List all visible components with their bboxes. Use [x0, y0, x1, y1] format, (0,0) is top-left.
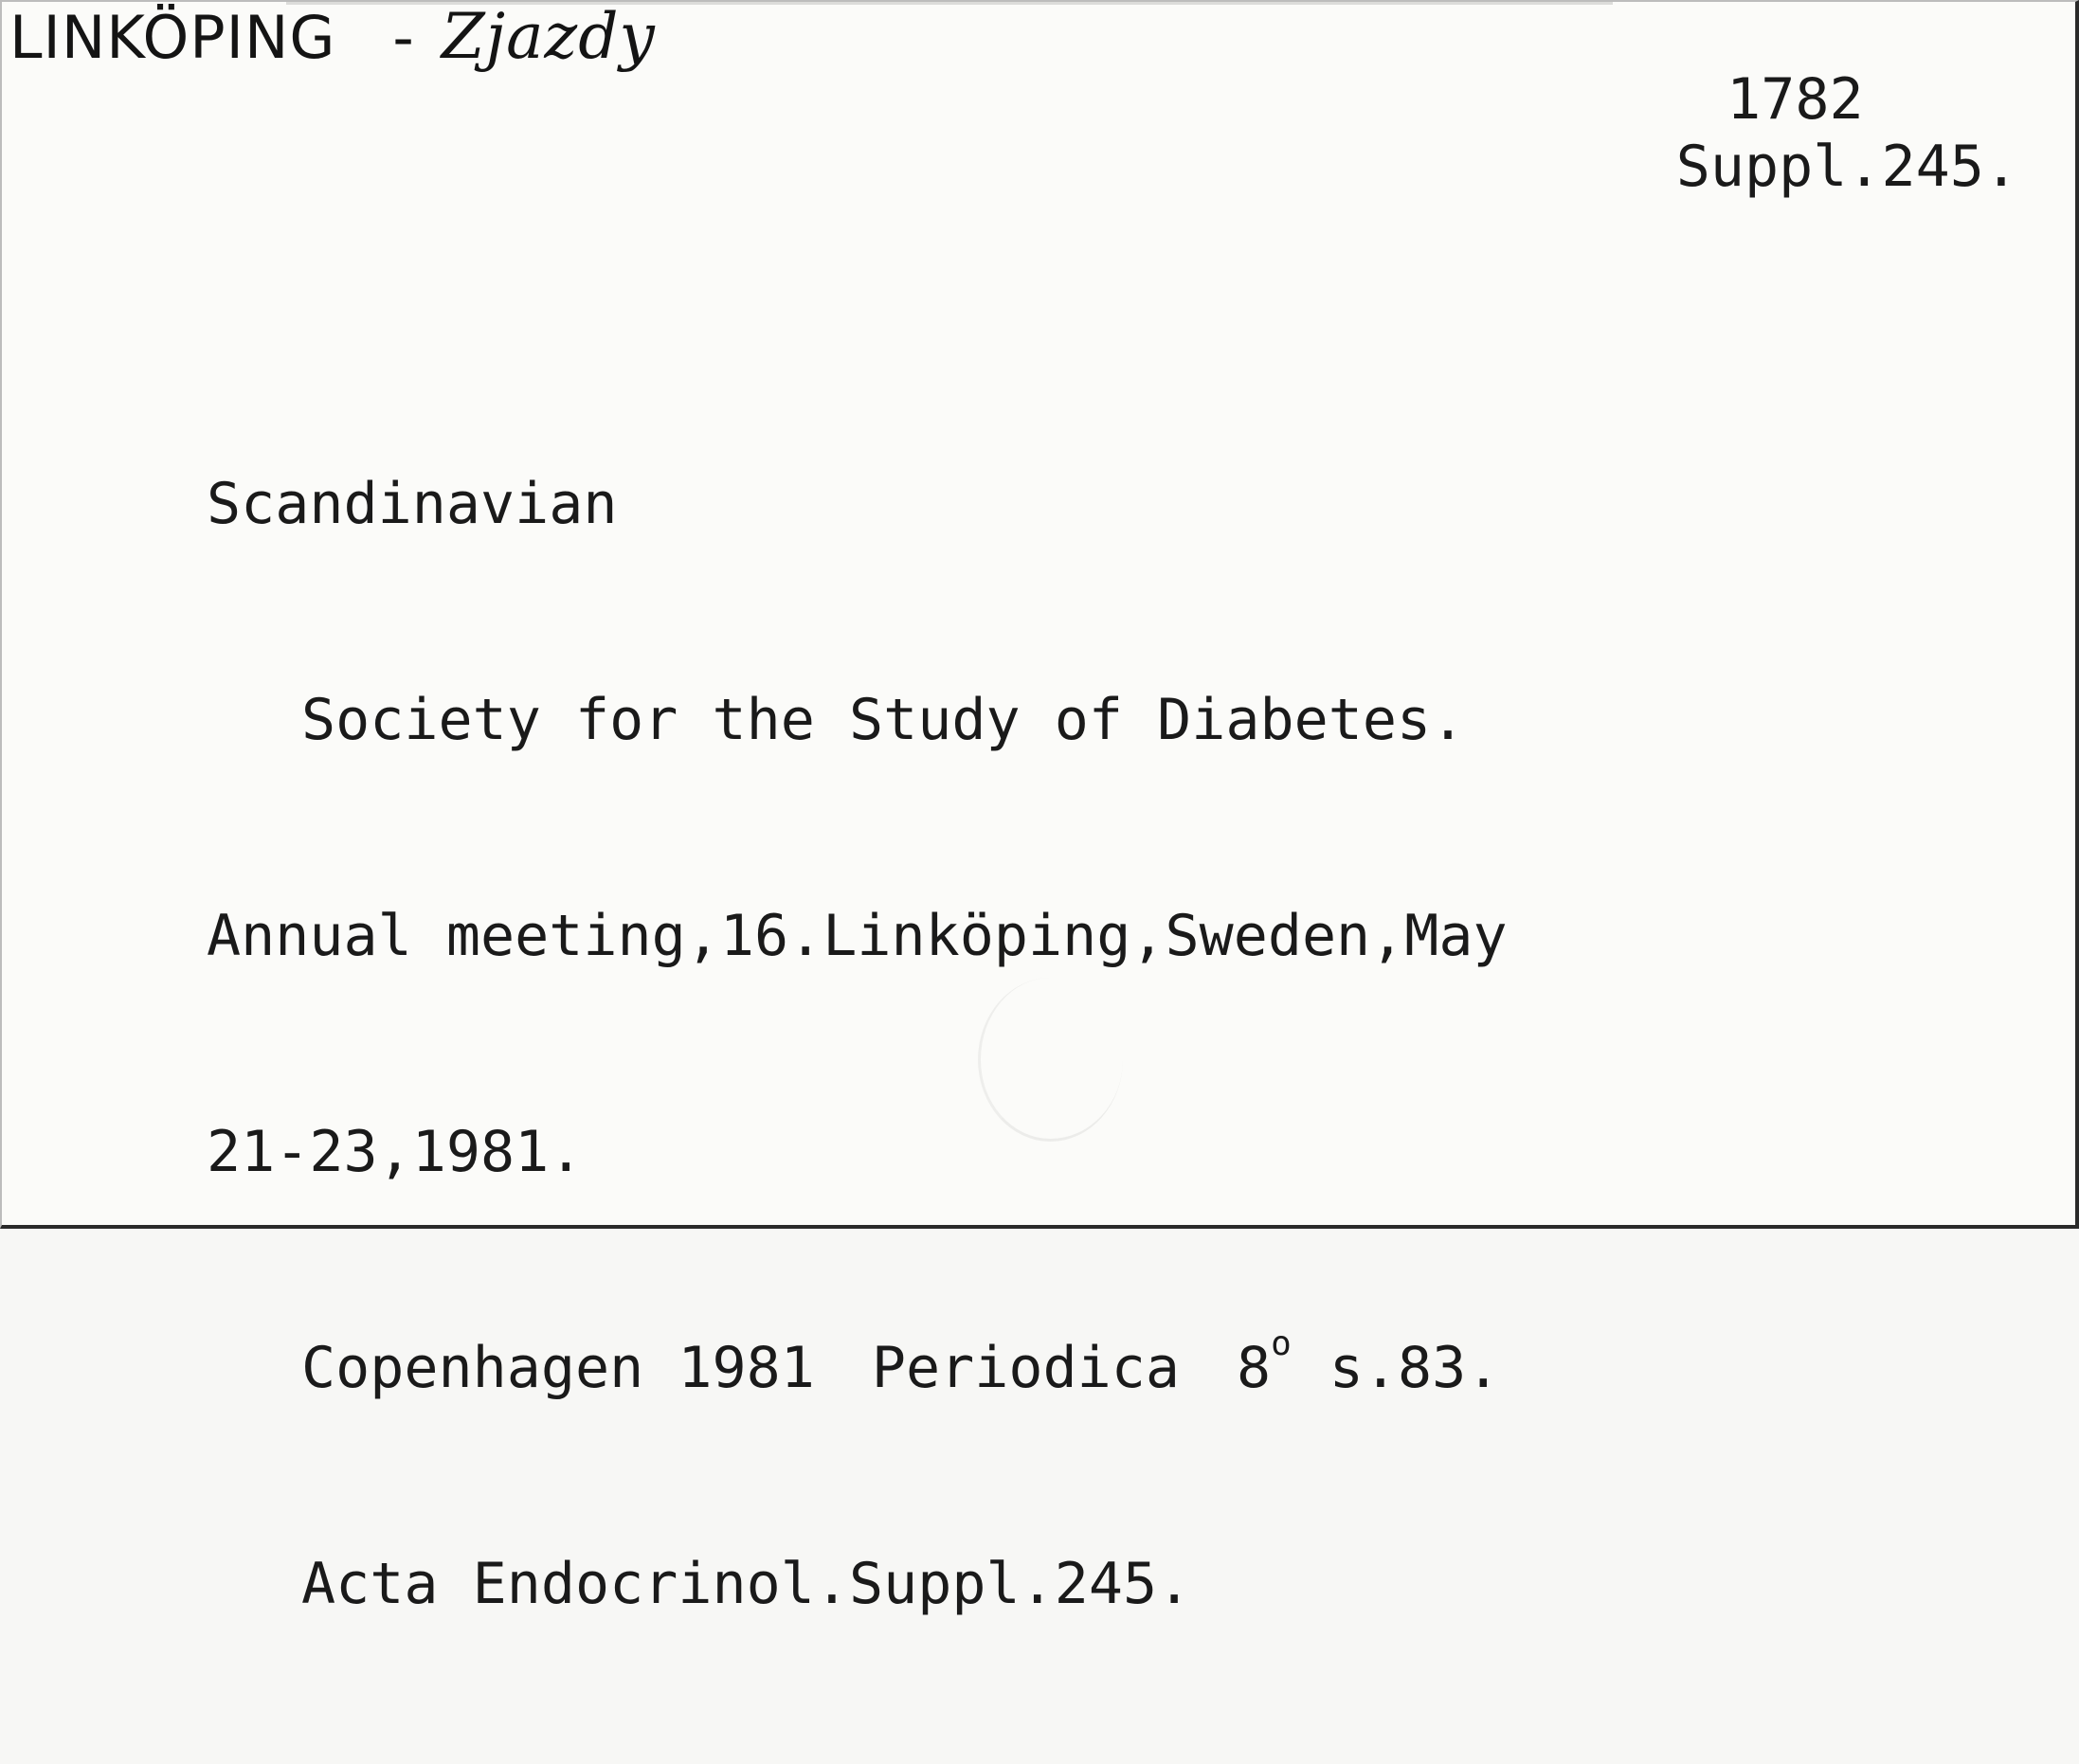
- format-degree: o: [1271, 1324, 1292, 1363]
- heading-separator: -: [392, 3, 415, 72]
- entry-series-line: Acta Endocrinol.Suppl.245.: [301, 1551, 1192, 1617]
- heading-subject: Zjazdy: [441, 0, 656, 73]
- page-count: s.83.: [1329, 1335, 1501, 1401]
- call-number: [1676, 66, 2018, 201]
- bibliographic-entry: [207, 324, 1508, 1764]
- entry-publication-line: [207, 1324, 1508, 1404]
- entry-author-continued: Society for the Study of Diabetes.: [301, 687, 1466, 753]
- call-number-suppl: Suppl.245.: [1675, 133, 2018, 200]
- format-number: 8: [1236, 1335, 1272, 1401]
- entry-author-line: Scandinavian: [207, 471, 618, 537]
- card-smudge: [978, 978, 1123, 1142]
- entry-title-line: Annual meeting,16.Linköping,Sweden,May: [207, 903, 1508, 969]
- call-number-value: 1782: [1726, 66, 1864, 133]
- publication-place-year: Copenhagen 1981: [301, 1335, 815, 1401]
- publication-type: Periodica: [871, 1335, 1180, 1401]
- format-size: [1180, 1324, 1292, 1401]
- heading-place: LINKÖPING: [9, 3, 336, 72]
- card-heading: [9, 0, 656, 73]
- entry-title-continued: 21-23,1981.: [207, 1119, 584, 1185]
